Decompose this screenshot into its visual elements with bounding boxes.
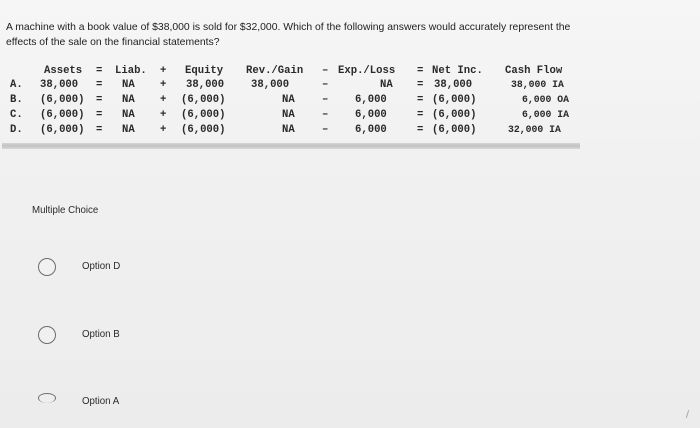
row-d-cash-flow: 32,000 IA (508, 124, 561, 135)
row-d-equity: (6,000) (181, 124, 226, 136)
row-c-minus-1: – (322, 109, 329, 121)
header-exp-loss: Exp./Loss (338, 65, 396, 77)
radio-button-option-b[interactable] (38, 326, 56, 344)
row-d-letter: D. (10, 124, 23, 136)
question-text (6, 20, 656, 50)
row-c-eq-1: = (96, 109, 103, 121)
row-c-assets: (6,000) (40, 109, 85, 121)
answer-option-d[interactable] (33, 258, 253, 284)
row-b-minus-1: – (322, 94, 329, 106)
row-a-assets: 38,000 (40, 79, 79, 91)
row-a-net-income: 38,000 (434, 79, 473, 91)
option-d-label: Option D (82, 261, 121, 272)
row-c-net-income: (6,000) (432, 109, 477, 121)
row-b-cash-flow: 6,000 OA (522, 94, 570, 105)
header-plus-1: + (160, 65, 167, 77)
row-a-plus-1: + (160, 79, 167, 91)
header-rev-gain: Rev./Gain (246, 65, 304, 77)
row-c-liab: NA (122, 109, 135, 121)
answer-option-b[interactable] (33, 326, 253, 352)
header-assets: Assets (44, 65, 83, 77)
radio-button-option-a[interactable] (38, 393, 56, 403)
row-d-minus-1: – (322, 124, 329, 136)
row-a-cash-flow: 38,000 IA (511, 79, 564, 90)
row-a-liab: NA (122, 79, 135, 91)
row-b-exp-loss: 6,000 (355, 94, 387, 106)
row-c-cash-flow: 6,000 IA (522, 109, 570, 120)
row-d-eq-1: = (96, 124, 103, 136)
financial-effects-table (10, 64, 578, 144)
row-b-eq-2: = (417, 94, 424, 106)
row-d-liab: NA (122, 124, 135, 136)
table-bottom-rule (2, 143, 580, 149)
row-c-plus-1: + (160, 109, 167, 121)
row-b-letter: B. (10, 94, 23, 106)
row-d-eq-2: = (417, 124, 424, 136)
header-liab: Liab. (115, 65, 147, 77)
row-a-minus-1: – (322, 79, 329, 91)
row-a-letter: A. (10, 79, 23, 91)
row-a-equity: 38,000 (186, 79, 225, 91)
row-c-equity: (6,000) (181, 109, 226, 121)
row-c-rev-gain: NA (282, 109, 295, 121)
row-d-plus-1: + (160, 124, 167, 136)
option-b-label: Option B (82, 329, 120, 340)
row-c-exp-loss: 6,000 (355, 109, 387, 121)
row-b-liab: NA (122, 94, 135, 106)
question-line-1: A machine with a book value of $38,000 is sold for $32,000. Which of the following answers would accurately represent the (6, 22, 571, 33)
question-line-2: effects of the sale on the financial statements? (6, 37, 220, 48)
header-cash-flow: Cash Flow (505, 65, 563, 77)
header-equity: Equity (185, 65, 224, 77)
row-b-assets: (6,000) (40, 94, 85, 106)
row-c-eq-2: = (417, 109, 424, 121)
row-d-assets: (6,000) (40, 124, 85, 136)
row-d-exp-loss: 6,000 (355, 124, 387, 136)
multiple-choice-title: Multiple Choice (32, 205, 99, 216)
option-a-label: Option A (82, 396, 120, 407)
row-d-rev-gain: NA (282, 124, 295, 136)
row-b-net-income: (6,000) (432, 94, 477, 106)
screen-edge-mark (686, 410, 689, 418)
radio-button-option-d[interactable] (38, 258, 56, 276)
row-b-plus-1: + (160, 94, 167, 106)
row-b-eq-1: = (96, 94, 103, 106)
row-a-exp-loss: NA (380, 79, 393, 91)
row-b-rev-gain: NA (282, 94, 295, 106)
header-eq-1: = (96, 65, 103, 77)
row-d-net-income: (6,000) (432, 124, 477, 136)
answer-option-a[interactable] (33, 393, 253, 419)
row-a-eq-1: = (96, 79, 103, 91)
row-a-rev-gain: 38,000 (251, 79, 290, 91)
row-a-eq-2: = (417, 79, 424, 91)
header-eq-2: = (417, 65, 424, 77)
header-minus-1: – (322, 65, 329, 77)
header-net-income: Net Inc. (432, 65, 483, 77)
row-b-equity: (6,000) (181, 94, 226, 106)
row-c-letter: C. (10, 109, 23, 121)
